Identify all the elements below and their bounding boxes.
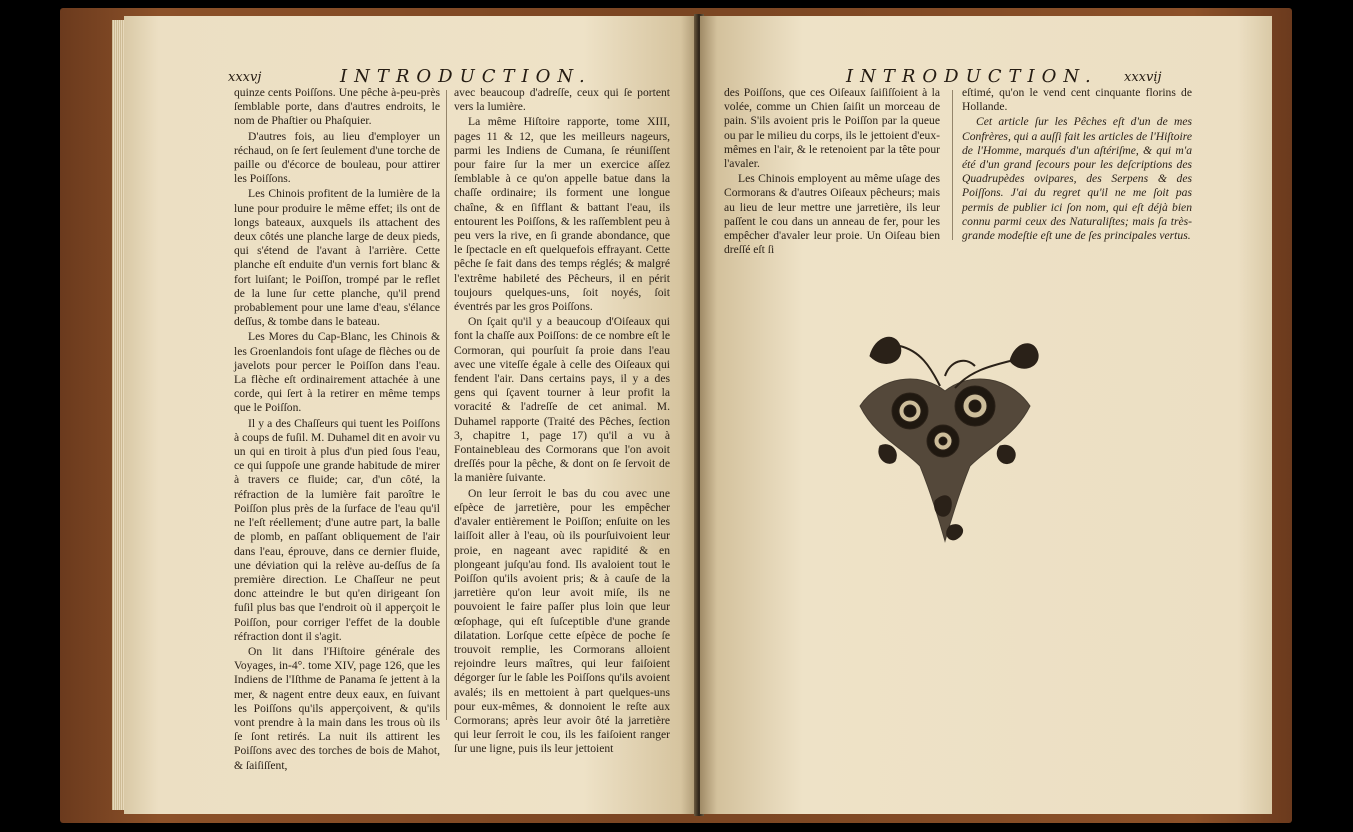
footnote: Cet article ſur les Pêches eſt d'un de mes Confrères, qui a auſſi fait les articles de l'Hiſtoire de l'Homme, marqués d'un aſtériſme, & qui m'a été d'un grand ſecours pour les deſcriptions des Quadrupèdes ovipares, des Serpens & des Poiſſons. J'ai du regret qu'il ne me ſoit pas permis de publier ici ſon nom, qui eſt déjà bien connu parmi ceux des Naturaliſtes; mais ſa très-grande modeſtie eſt une de ſes principales vertus. [962,115,1192,243]
running-head: INTRODUCTION. [846,66,1098,87]
paragraph: D'autres fois, au lieu d'employer un réchaud, on ſe ſert ſeulement d'une torche de paille ou d'écorce de bouleau, pour attirer les Poiſſons. [234,129,440,186]
paragraph: On leur ſerroit le bas du cou avec une eſpèce de jarretière, pour les empêcher d'avaler entièrement le Poiſſon; enſuite on les laiſſoit aller à l'eau, où ils pourſuivoient leur proie, en nageant avec rapidité & en plongeant juſqu'au fond. Ils avaloient tout le Poiſſon qu'ils avoient pris; & à cauſe de la jarretière qu'on leur avoit miſe, ils ne pouvoient le faire paſſer plus loin que leur œſophage, qui eſt ſuſceptible d'une grande dilatation. Lorſque cette eſpèce de poche ſe trouvoit remplie, les Cormorans alloient rejoindre leurs maîtres, qui leur faiſoient dégorger ſur le ſable les Poiſſons qu'ils avoient avalés; ils en mettoient à part quelques-uns pour eux-mêmes, & donnoient le reſte aux Cormorans; après leur avoir ôté la jarretière qui leur ſerroit le cou, ils les faiſoient ranger ſur une ligne, puis ils leur jettoient [454,486,670,756]
page-number: xxxvj [228,70,262,85]
paragraph: des Poiſſons, que ces Oiſeaux ſaiſiſſoient à la volée, comme un Chien ſaiſit un morceau de pain. S'ils avoient pris le Poiſſon par la queue ou par le milieu du corps, ils le jettoient d'eux-mêmes en l'air, & le retenoient par la tête pour l'avaler. [724,86,940,171]
running-head: INTRODUCTION. [340,66,592,87]
page-number: xxxvij [1124,70,1162,85]
floral-vignette-icon [840,316,1050,551]
paragraph: Les Chinois employent au même uſage des Cormorans & d'autres Oiſeaux pêcheurs; mais au lieu de leur mettre une jarretière, ils leur paſſent le cou dans un anneau de fer, pour les empêcher d'avaler leur proie. Un Oiſeau bien dreſſé eſt ſi [724,172,940,257]
paragraph: Il y a des Chaſſeurs qui tuent les Poiſſons à coups de fuſil. M. Duhamel dit en avoir vu un qui en tiroit à plus d'un pied ſous l'eau, ce qui ſuppoſe une grande habitude de mirer à travers ce fluide; car, d'un côté, la réfraction de la lumière fait paroître le Poiſſon plus près de la ſurface de l'eau qu'il ne l'eſt réellement; d'une autre part, la balle de plomb, en paſſant obliquement de l'air dans l'eau, éprouve, dans ce dernier fluide, une déviation qui la relève au-deſſus de ſa première direction. Le Chaſſeur ne peut donc atteindre le but qu'en dirigeant ſon fuſil plus bas que l'endroit où il apperçoit le Poiſſon, pour corriger l'effet de la double réfraction dont il s'agit. [234,416,440,643]
right-column-1 [724,86,940,258]
paragraph: Les Mores du Cap-Blanc, les Chinois & les Groenlandois font uſage de flèches ou de javelots pour percer le Poiſſon dans l'eau. La flèche eſt ordinairement attachée à une corde, qui ſert à la retirer en même temps que le Poiſſon. [234,330,440,415]
right-column-2 [962,86,1192,244]
left-column-1 [234,86,440,774]
left-page-number [228,66,261,85]
paragraph: avec beaucoup d'adreſſe, ceux qui ſe portent vers la lumière. [454,86,670,114]
paragraph: On ſçait qu'il y a beaucoup d'Oiſeaux qui font la chaſſe aux Poiſſons: de ce nombre eſt le Cormoran, qui pourſuit ſa proie dans l'eau avec une viteſſe égale à celle des Oiſeaux qui fendent l'air. Dans certains pays, il y a des gens qui ſçavent tourner à leur profit la voracité & l'adreſſe de cet animal. M. Duhamel rapporte (Traité des Pêches, ſection 3, chapitre 1, page 17) qu'il a vu à Fontainebleau des Cormorans que l'on avoit dreſſés pour la pêche, & dont on ſe ſervoit de la manière ſuivante. [454,315,670,485]
column-rule [952,90,953,240]
right-running-head [846,66,1098,87]
paragraph: La même Hiſtoire rapporte, tome XIII, pages 11 & 12, que les meilleurs nageurs, parmi les Indiens de Cumana, ſe réuniſſent pour faire ſur la mer un exercice aſſez ſemblable à ce qu'on appelle batue dans la chaſſe ordinaire; ils forment une longue chaîne, & en ſifflant & battant l'eau, ils entourent les Poiſſons, & les raſſemblent peu à peu vers la rive, en ſi grande abondance, que le ſpectacle en eſt quelquefois effrayant. Cette pêche ſe fait dans des temps réglés; & malgré l'extrême habileté des Pêcheurs, il en périt toujours quelques-uns, ſoit noyés, ſoit éventrés par les gros Poiſſons. [454,115,670,314]
paragraph: eſtimé, qu'on le vend cent cinquante florins de Hollande. [962,86,1192,114]
left-running-head [340,66,592,87]
right-page-number [1124,66,1162,85]
paragraph: quinze cents Poiſſons. Une pêche à-peu-près ſemblable porte, dans d'autres endroits, le nom de Phaſtier ou Phaſquier. [234,86,440,128]
paragraph: On lit dans l'Hiſtoire générale des Voyages, in-4°. tome XIV, page 126, que les Indiens de l'Iſthme de Panama ſe jettent à la mer, & nagent entre deux eaux, en ſuivant les Poiſſons qu'ils apperçoivent, & qu'ils vont prendre à la main dans les trous où ils ſe ſont retirés. La nuit ils attirent les Poiſſons avec des torches de bois de Mahot, & ſaiſiſſent, [234,644,440,772]
paragraph: Les Chinois profitent de la lumière de la lune pour produire le même effet; ils ont de longs bateaux, auxquels ils attachent des deux côtés une planche large de deux pieds, qui s'étend de l'avant à l'arrière. Cette planche eſt enduite d'un vernis fort blanc & fort luiſant; le Poiſſon, trompé par le reflet de la lune ſur cette planche, qu'il prend probablement pour une lame d'eau, s'élance deſſus, & tombe dans le bateau. [234,187,440,329]
left-page [124,16,698,814]
column-rule [446,90,447,720]
right-page [700,16,1272,814]
left-column-2 [454,86,670,758]
